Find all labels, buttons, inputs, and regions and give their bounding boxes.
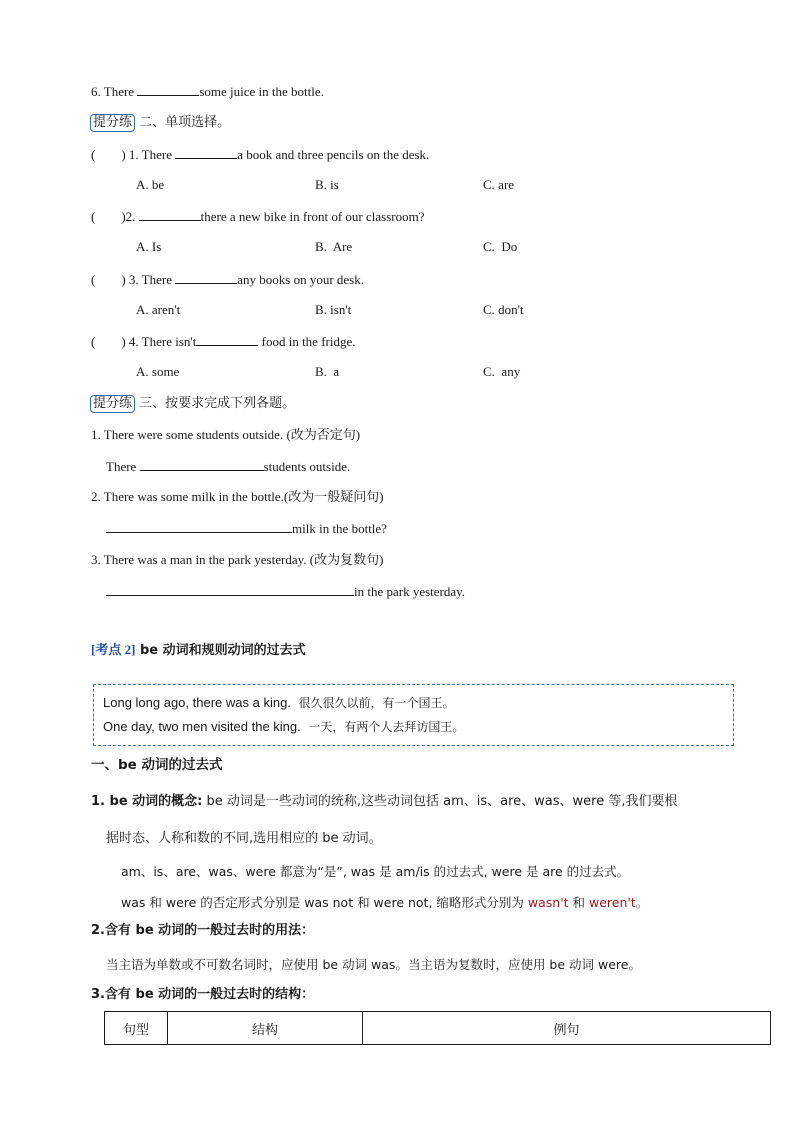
section-2-title: 二、单项选择。 <box>135 115 231 130</box>
option-a: A. aren't <box>136 302 181 317</box>
option-c: C. Do <box>483 239 518 254</box>
example-en: One day, two men visited the king. <box>103 719 301 734</box>
example-en: Long long ago, there was a king. <box>103 695 291 710</box>
task-1-question: 1. There were some students outside. (改为否定句) <box>91 427 361 442</box>
option-c: C. are <box>483 177 515 192</box>
answer-paren[interactable]: ( ) <box>91 334 126 349</box>
mc-question-text: 4. There isn't <box>125 334 197 349</box>
section-2-header <box>90 113 230 132</box>
question-6 <box>91 82 324 101</box>
option-b: B. Are <box>315 239 353 254</box>
answer-text: milk in the bottle? <box>292 521 387 536</box>
structure-table <box>104 1011 771 1045</box>
q6-text-end: some juice in the bottle. <box>199 84 324 99</box>
option-a: A. some <box>136 364 180 379</box>
answer-text: in the park yesterday. <box>354 584 466 599</box>
answer-blank[interactable] <box>196 332 258 346</box>
answer-blank[interactable] <box>137 82 199 96</box>
kaodian-bracket: [考点 2] <box>91 642 136 657</box>
negation-text: 和 <box>568 895 589 910</box>
mc-question-4 <box>91 332 356 351</box>
section-heading-be-past: 一、be 动词的过去式 <box>91 757 223 773</box>
negation-text: was 和 were 的否定形式分别是 was not 和 were not, 缩略形式分别为 <box>121 895 528 910</box>
answer-paren[interactable]: ( ) <box>91 272 126 287</box>
table-header-cell: 例句 <box>363 1012 771 1045</box>
paragraph-2-label: 2.含有 be 动词的一般过去时的用法： <box>91 923 315 938</box>
paragraph-2-text: 当主语为单数或不可数名词时，应使用 be 动词 was。当主语为复数时，应使用 be 动词 were。 <box>106 957 641 972</box>
option-b: B. is <box>315 177 339 192</box>
answer-blank[interactable] <box>106 519 292 533</box>
paragraph-1-label: 1. be 动词的概念: <box>91 794 203 809</box>
option-b: B. isn't <box>315 302 352 317</box>
table-header-cell: 结构 <box>168 1012 363 1045</box>
option-a: A. Is <box>136 239 162 254</box>
example-line-1 <box>103 694 455 712</box>
q6-text: 6. There <box>91 84 138 99</box>
answer-blank[interactable] <box>139 207 201 221</box>
answer-paren[interactable]: ( ) <box>91 147 126 162</box>
option-b: B. a <box>315 364 340 379</box>
paragraph-1-line-1 <box>91 793 678 811</box>
option-a: A. be <box>136 177 165 192</box>
example-zh: 一天，有两个人去拜访国王。 <box>300 720 465 734</box>
answer-blank[interactable] <box>175 145 237 159</box>
answer-paren[interactable]: ( ) <box>91 209 126 224</box>
mc-question-text: food in the fridge. <box>258 334 356 349</box>
option-c: C. any <box>483 364 521 379</box>
answer-blank[interactable] <box>175 270 237 284</box>
paragraph-1-text: be 动词是一些动词的统称,这些动词包括 am、is、are、was、were 等,我们要根 <box>202 794 678 809</box>
task-3-question: 3. There was a man in the park yesterday. (改为复数句) <box>91 552 384 567</box>
tag-badge: 提分练 <box>90 114 135 132</box>
section-3-header <box>90 394 295 413</box>
section-3-title: 三、按要求完成下列各题。 <box>135 396 296 411</box>
mc-question-text: 1. There <box>125 147 176 162</box>
werent-highlight: weren't <box>589 895 636 910</box>
mc-question-3 <box>91 270 364 289</box>
kaodian-title: be 动词和规则动词的过去式 <box>135 643 306 658</box>
mc-question-text: there a new bike in front of our classroom? <box>200 209 425 224</box>
example-box <box>93 684 734 746</box>
answer-text: students outside. <box>263 459 351 474</box>
mc-question-text: a book and three pencils on the desk. <box>237 147 430 162</box>
task-3-answer <box>106 582 465 601</box>
paragraph-1-line-3: am、is、are、was、were 都意为“是”, was 是 am/is 的过去式, were 是 are 的过去式。 <box>121 864 630 879</box>
negation-text: 。 <box>635 895 649 910</box>
example-line-2 <box>103 718 464 736</box>
answer-blank[interactable] <box>106 582 354 596</box>
task-1-answer <box>106 457 350 476</box>
mc-question-text: 3. There <box>125 272 176 287</box>
wasnt-highlight: wasn't <box>527 895 569 910</box>
table-header-cell: 句型 <box>105 1012 168 1045</box>
example-zh: 很久很久以前，有一个国王。 <box>290 696 455 710</box>
mc-question-2 <box>91 207 424 226</box>
answer-text: There <box>106 459 140 474</box>
tag-badge: 提分练 <box>90 395 135 413</box>
option-c: C. don't <box>483 302 524 317</box>
paragraph-1-line-4 <box>121 894 648 912</box>
paragraph-1-line-2: 据时态、人称和数的不同,选用相应的 be 动词。 <box>106 831 382 846</box>
task-2-question: 2. There was some milk in the bottle.(改为一般疑问句) <box>91 489 384 504</box>
mc-question-1 <box>91 145 429 164</box>
paragraph-3-label: 3.含有 be 动词的一般过去时的结构： <box>91 987 315 1002</box>
table-header-row <box>105 1012 771 1045</box>
kaodian-heading <box>91 641 306 660</box>
answer-blank[interactable] <box>140 457 264 471</box>
mc-question-text: 2. <box>125 209 139 224</box>
mc-question-text: any books on your desk. <box>237 272 364 287</box>
task-2-answer <box>106 519 387 538</box>
